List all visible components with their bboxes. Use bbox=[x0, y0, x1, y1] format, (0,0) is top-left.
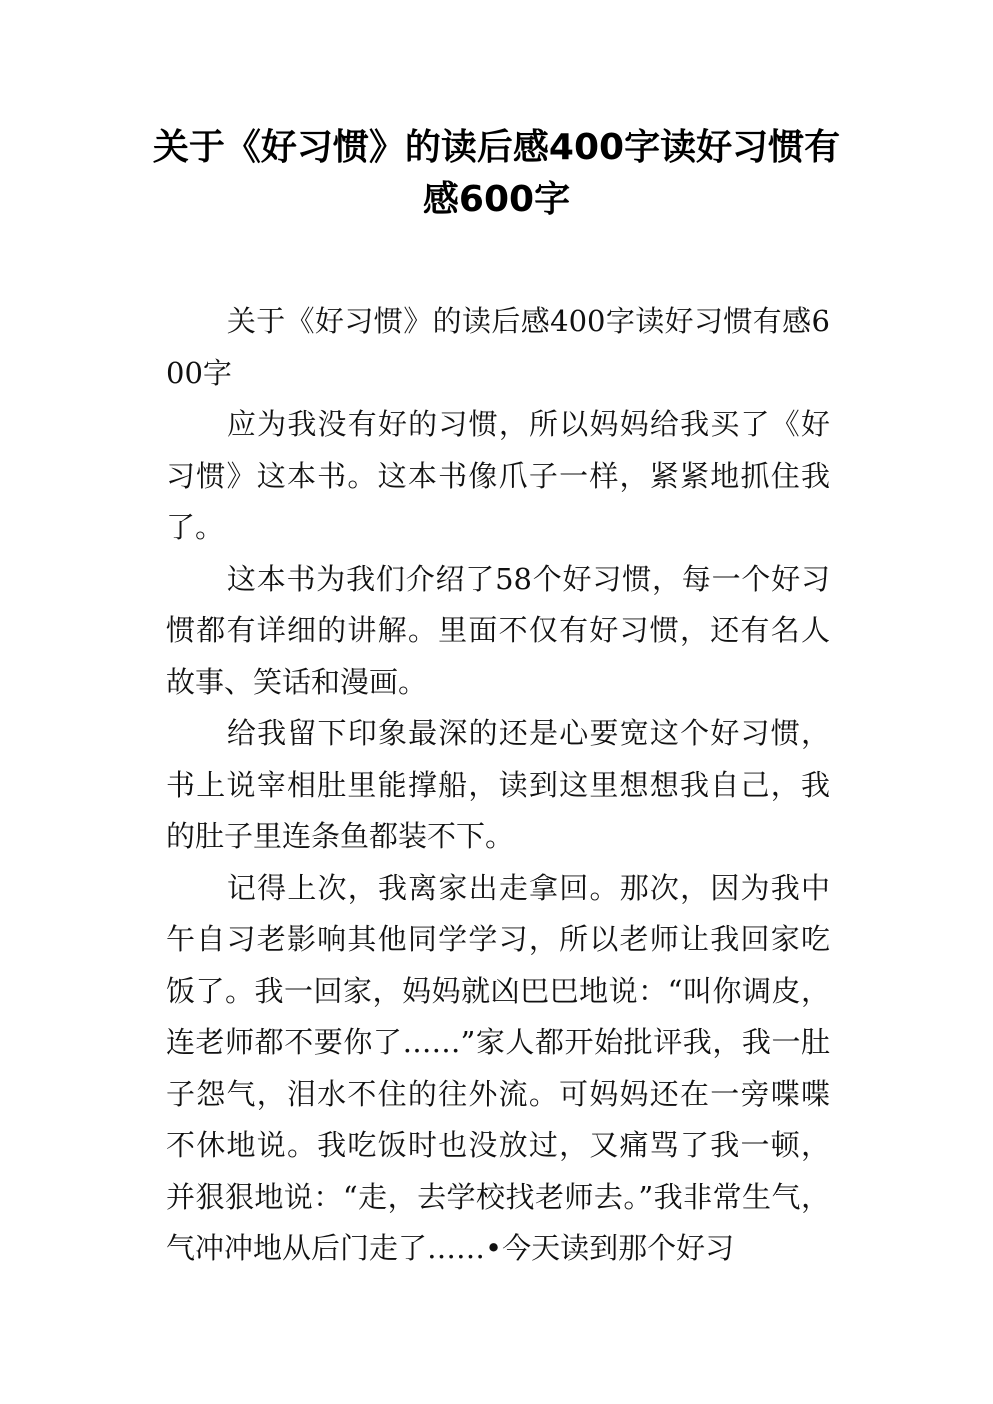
paragraph-3: 这本书为我们介绍了58个好习惯，每一个好习惯都有详细的讲解。里面不仅有好习惯，还有名人故事、笑话和漫画。 bbox=[166, 561, 830, 699]
paragraph-2: 应为我没有好的习惯，所以妈妈给我买了《好习惯》这本书。这本书像爪子一样，紧紧地抓住我了。 bbox=[166, 407, 830, 544]
paragraph-4: 给我留下印象最深的还是心要宽这个好习惯，书上说宰相肚里能撑船，读到这里想想我自己，我的肚子里连条鱼都装不下。 bbox=[166, 716, 830, 853]
document-body bbox=[166, 296, 830, 1275]
paragraph-5: 记得上次，我离家出走拿回。那次，因为我中午自习老影响其他同学学习，所以老师让我回家吃饭了。我一回家，妈妈就凶巴巴地说：“叫你调皮，连老师都不要你了……”家人都开始批评我，我一肚子怨气，泪水不住的往外流。可妈妈还在一旁喋喋不休地说。我吃饭时也没放过，又痛骂了我一顿，并狠狠地说：“走，去学校找老师去。”我非常生气，气冲冲地从后门走了……•今天读到那个好习 bbox=[166, 870, 830, 1265]
document-title: 关于《好习惯》的读后感400字读好习惯有感600字 bbox=[152, 127, 841, 220]
paragraph-1: 关于《好习惯》的读后感400字读好习惯有感600字 bbox=[166, 304, 830, 390]
